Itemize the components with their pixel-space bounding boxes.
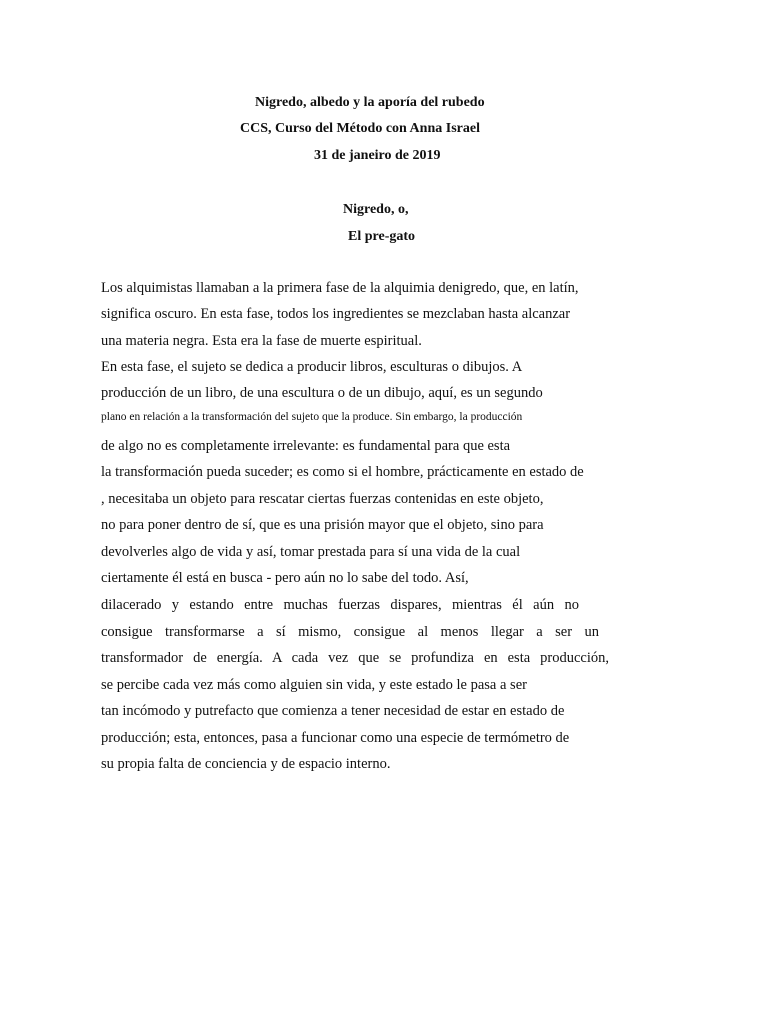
body-line: devolverles algo de vida y así, tomar prestada para sí una vida de la cual (101, 544, 521, 560)
body-line: de algo no es completamente irrelevante: es fundamental para que esta (101, 438, 511, 454)
section-title-line-1: Nigredo, o, (343, 202, 409, 217)
body-line: la transformación pueda suceder; es como si el hombre, prácticamente en estado de (101, 464, 584, 480)
document-date: 31 de janeiro de 2019 (314, 148, 441, 163)
body-line: consigue transformarse a sí mismo, consigue al menos llegar a ser un (101, 624, 599, 640)
document-title: Nigredo, albedo y la aporía del rubedo (255, 95, 485, 110)
body-line: dilacerado y estando entre muchas fuerzas dispares, mientras él aún no (101, 597, 579, 613)
body-line: tan incómodo y putrefacto que comienza a tener necesidad de estar en estado de (101, 703, 565, 719)
body-line: una materia negra. Esta era la fase de muerte espiritual. (101, 333, 422, 349)
body-line: transformador de energía. A cada vez que se profundiza en esta producción, (101, 650, 609, 666)
section-title-line-2: El pre-gato (348, 229, 416, 244)
body-line: , necesitaba un objeto para rescatar ciertas fuerzas contenidas en este objeto, (101, 491, 544, 507)
body-line: se percibe cada vez más como alguien sin vida, y este estado le pasa a ser (101, 677, 527, 693)
body-line: En esta fase, el sujeto se dedica a producir libros, esculturas o dibujos. A (101, 359, 523, 375)
body-line: significa oscuro. En esta fase, todos los ingredientes se mezclaban hasta alcanzar (101, 306, 571, 322)
body-line: no para poner dentro de sí, que es una prisión mayor que el objeto, sino para (101, 517, 544, 533)
body-line: plano en relación a la transformación del sujeto que la produce. Sin embargo, la producción (101, 411, 523, 423)
body-line: producción de un libro, de una escultura o de un dibujo, aquí, es un segundo (101, 385, 543, 401)
body-line: ciertamente él está en busca - pero aún no lo sabe del todo. Así, (101, 570, 469, 586)
body-line: producción; esta, entonces, pasa a funcionar como una especie de termómetro de (101, 730, 570, 746)
body-line: su propia falta de conciencia y de espacio interno. (101, 756, 391, 772)
body-line: Los alquimistas llamaban a la primera fase de la alquimia denigredo, que, en latín, (101, 280, 579, 296)
course-subtitle: CCS, Curso del Método con Anna Israel (240, 121, 480, 136)
